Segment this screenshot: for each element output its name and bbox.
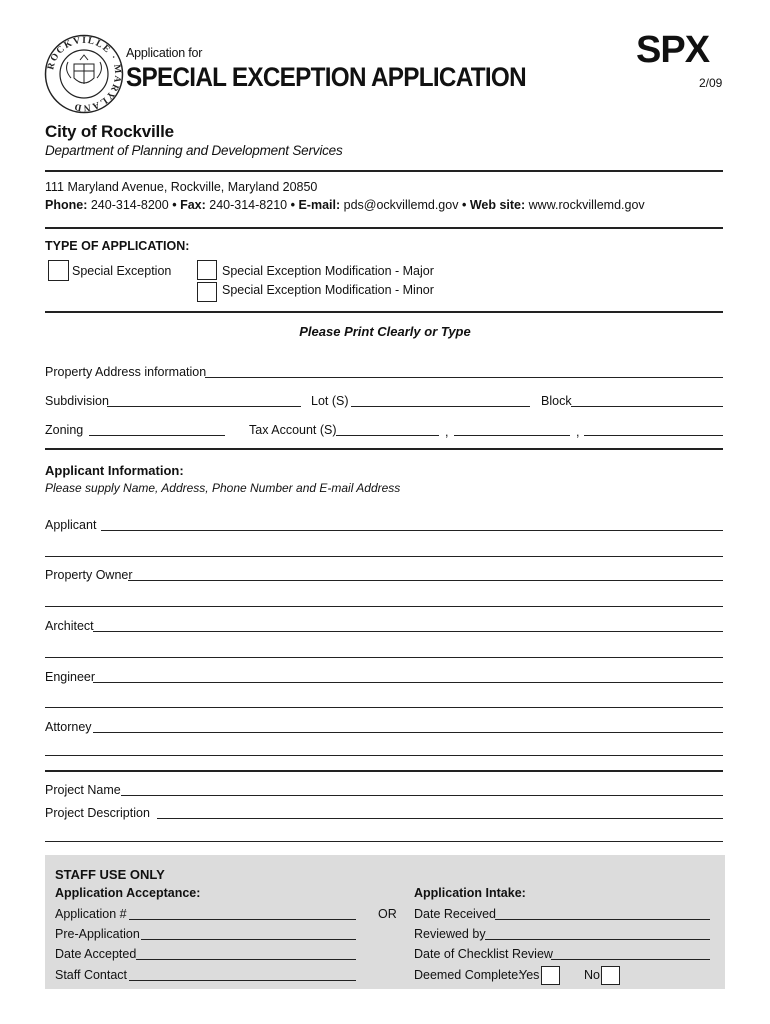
engineer-field-line-2[interactable] [45,707,723,708]
print-instructions: Please Print Clearly or Type [299,324,471,339]
property-owner-field-line-2[interactable] [45,606,723,607]
fax-value: 240-314-8210 [209,198,288,212]
divider [45,770,723,772]
comma-separator: , [445,425,449,439]
modification-major-label: Special Exception Modification - Major [222,264,434,278]
application-number-label: Application # [55,907,127,921]
attorney-field[interactable] [93,732,723,733]
lot-field[interactable] [351,406,530,407]
applicant-field[interactable] [101,530,723,531]
modification-major-checkbox[interactable] [197,260,217,280]
tax-account-field-3[interactable] [584,435,723,436]
tax-account-field-2[interactable] [454,435,570,436]
pre-application-field[interactable] [141,939,356,940]
deemed-complete-no-checkbox[interactable] [601,966,620,985]
property-address-label: Property Address information [45,365,207,379]
type-of-application-heading: TYPE OF APPLICATION: [45,239,190,253]
city-name: City of Rockville [45,122,174,141]
phone-label: Phone: [45,198,88,212]
staff-contact-label: Staff Contact [55,968,128,982]
divider [45,170,723,172]
address-line: 111 Maryland Avenue, Rockville, Maryland 20850 [45,180,318,194]
svg-text:ROCKVILLE · MARYLAND: ROCKVILLE · MARYLAND [46,35,123,113]
divider [45,227,723,229]
application-intake-heading: Application Intake: [414,886,526,900]
property-owner-field[interactable] [128,580,723,581]
checklist-review-field[interactable] [551,959,710,960]
application-for-label: Application for [126,46,203,60]
department-name: Department of Planning and Development Services [45,143,343,158]
application-number-field[interactable] [129,919,356,920]
or-label: OR [378,907,397,921]
phone-value: 240-314-8200 [90,198,169,212]
project-description-field[interactable] [157,818,723,819]
deemed-complete-yes-checkbox[interactable] [541,966,560,985]
applicant-info-subheading: Please supply Name, Address, Phone Number and E-mail Address [45,481,401,495]
deemed-complete-label: Deemed Complete: [414,968,522,982]
modification-minor-label: Special Exception Modification - Minor [222,283,434,297]
zoning-label: Zoning [45,423,84,437]
separator: • [172,198,177,212]
staff-use-heading: STAFF USE ONLY [55,867,165,882]
subdivision-label: Subdivision [45,394,109,408]
modification-minor-checkbox[interactable] [197,282,217,302]
no-label: No [584,968,600,982]
project-name-label: Project Name [45,783,121,797]
reviewed-by-field[interactable] [485,939,710,940]
special-exception-label: Special Exception [72,264,172,278]
attorney-field-line-2[interactable] [45,755,723,756]
divider [45,311,723,313]
staff-contact-field[interactable] [129,980,356,981]
website-value: www.rockvillemd.gov [528,198,645,212]
subdivision-field[interactable] [107,406,301,407]
date-received-field[interactable] [495,919,710,920]
lot-label: Lot (S) [311,394,349,408]
property-owner-label: Property Owner [45,568,133,582]
applicant-info-heading: Applicant Information: [45,463,184,478]
special-exception-checkbox[interactable] [48,260,69,281]
separator: • [290,198,295,212]
form-revision: 2/09 [699,76,723,90]
application-acceptance-heading: Application Acceptance: [55,886,201,900]
block-label: Block [541,394,572,408]
date-accepted-label: Date Accepted [55,947,137,961]
page-title: SPECIAL EXCEPTION APPLICATION [126,62,526,92]
project-description-label: Project Description [45,806,150,820]
contact-line [45,198,645,212]
engineer-label: Engineer [45,670,96,684]
fax-label: Fax: [180,198,206,212]
project-name-field[interactable] [121,795,723,796]
applicant-label: Applicant [45,518,97,532]
zoning-field[interactable] [89,435,225,436]
form-code: SPX [636,29,710,71]
property-address-field[interactable] [205,377,723,378]
date-received-label: Date Received [414,907,496,921]
divider [45,448,723,450]
architect-label: Architect [45,619,94,633]
tax-account-label: Tax Account (S) [249,423,337,437]
email-label: E-mail: [298,198,341,212]
engineer-field[interactable] [93,682,723,683]
architect-field-line-2[interactable] [45,657,723,658]
yes-label: Yes [519,968,540,982]
block-field[interactable] [571,406,723,407]
comma-separator: , [576,425,580,439]
tax-account-field-1[interactable] [336,435,439,436]
applicant-field-line-2[interactable] [45,556,723,557]
pre-application-label: Pre-Application [55,927,140,941]
separator: • [461,198,467,212]
city-seal-logo [44,34,124,114]
checklist-review-label: Date of Checklist Review [414,947,553,961]
email-value: pds@ockvillemd.gov [343,198,459,212]
project-description-field-line-2[interactable] [45,841,723,842]
attorney-label: Attorney [45,720,92,734]
architect-field[interactable] [93,631,723,632]
date-accepted-field[interactable] [136,959,356,960]
reviewed-by-label: Reviewed by [414,927,486,941]
website-label: Web site: [469,198,526,212]
